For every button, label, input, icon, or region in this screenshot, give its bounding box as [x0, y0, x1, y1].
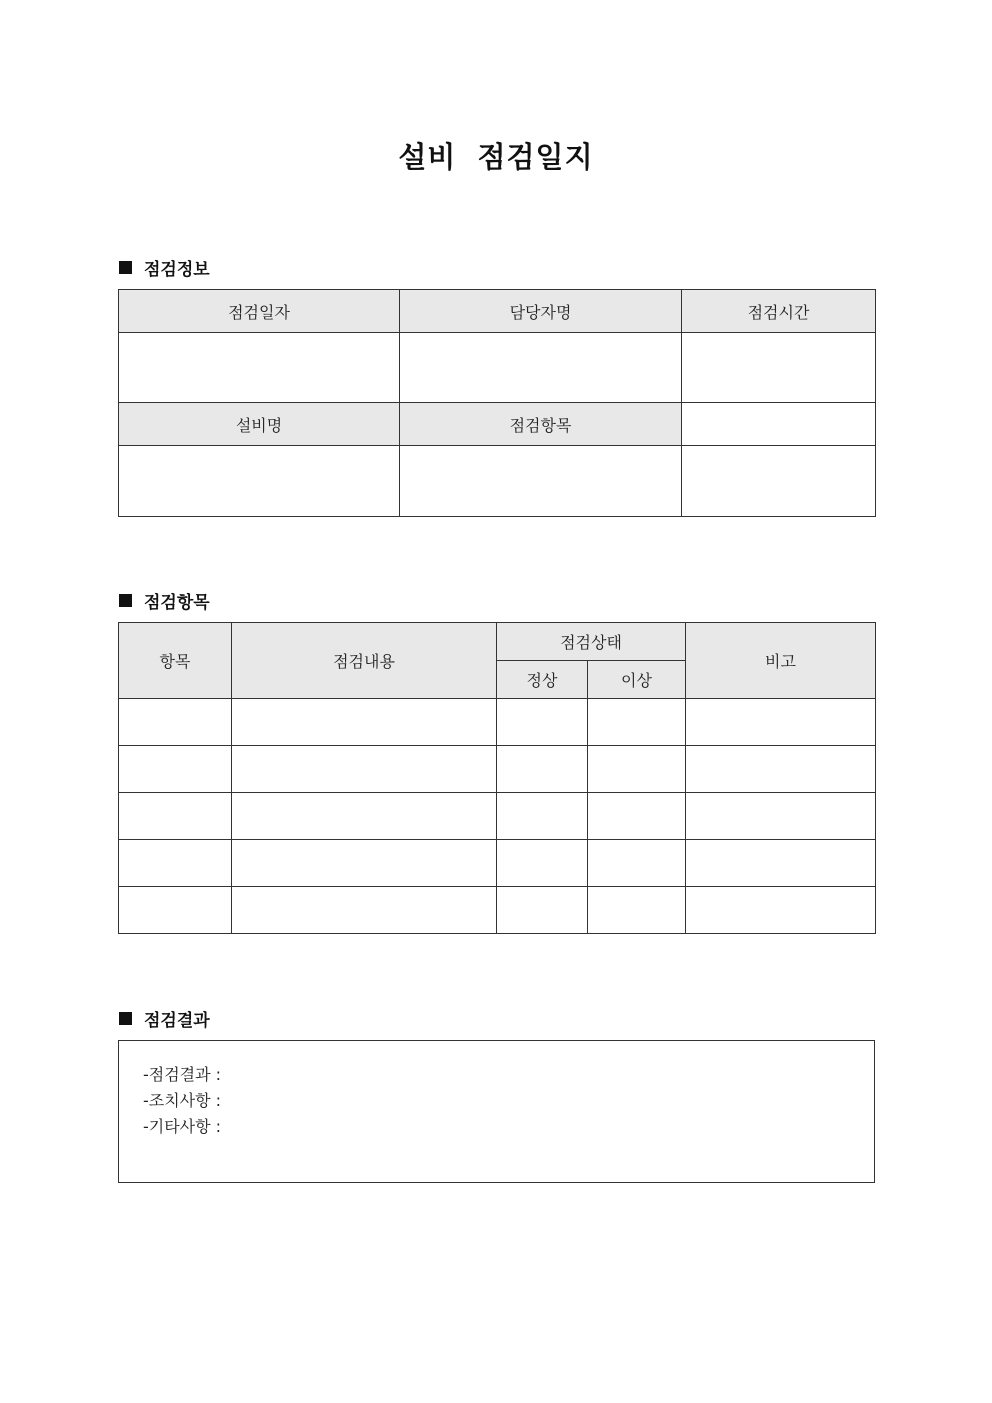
section-heading-items — [119, 588, 210, 613]
item-cell[interactable] — [119, 793, 232, 840]
note-cell[interactable] — [686, 840, 876, 887]
section-heading-items-label: 점검항목 — [144, 593, 210, 613]
section-heading-result-label: 점검결과 — [144, 1011, 210, 1031]
inspection-items-table — [118, 622, 876, 934]
normal-cell[interactable] — [497, 699, 588, 746]
section-heading-info-label: 점검정보 — [144, 260, 210, 280]
header-inspection-time: 점검시간 — [682, 290, 876, 333]
table-row — [119, 746, 876, 793]
header-normal: 정상 — [497, 661, 588, 699]
normal-cell[interactable] — [497, 746, 588, 793]
normal-cell[interactable] — [497, 887, 588, 934]
inspection-time-field[interactable] — [682, 333, 876, 403]
content-cell[interactable] — [232, 793, 497, 840]
table-row — [119, 840, 876, 887]
equipment-name-field[interactable] — [119, 446, 400, 517]
inspection-item-field[interactable] — [400, 446, 682, 517]
result-line-inspection-result: -점검결과 : — [143, 1065, 222, 1084]
extra-field[interactable] — [682, 446, 876, 517]
item-cell[interactable] — [119, 887, 232, 934]
table-row — [119, 887, 876, 934]
table-row — [119, 793, 876, 840]
note-cell[interactable] — [686, 793, 876, 840]
header-manager-name: 담당자명 — [400, 290, 682, 333]
inspection-info-table — [118, 289, 876, 517]
table-row — [119, 699, 876, 746]
item-cell[interactable] — [119, 840, 232, 887]
header-status: 점검상태 — [497, 623, 686, 661]
result-line-other-notes: -기타사항 : — [143, 1117, 222, 1136]
item-cell[interactable] — [119, 746, 232, 793]
abnormal-cell[interactable] — [588, 887, 686, 934]
normal-cell[interactable] — [497, 793, 588, 840]
square-bullet-icon — [119, 1012, 132, 1025]
abnormal-cell[interactable] — [588, 840, 686, 887]
header-abnormal: 이상 — [588, 661, 686, 699]
content-cell[interactable] — [232, 840, 497, 887]
square-bullet-icon — [119, 261, 132, 274]
header-equipment-name: 설비명 — [119, 403, 400, 446]
content-cell[interactable] — [232, 746, 497, 793]
content-cell[interactable] — [232, 699, 497, 746]
page-title: 설비 점검일지 — [398, 140, 594, 174]
item-cell[interactable] — [119, 699, 232, 746]
square-bullet-icon — [119, 594, 132, 607]
result-line-action-taken: -조치사항 : — [143, 1091, 222, 1110]
note-cell[interactable] — [686, 746, 876, 793]
inspection-date-field[interactable] — [119, 333, 400, 403]
header-inspection-date: 점검일자 — [119, 290, 400, 333]
section-heading-result — [119, 1006, 210, 1031]
abnormal-cell[interactable] — [588, 793, 686, 840]
inspection-result-box[interactable] — [118, 1040, 875, 1183]
abnormal-cell[interactable] — [588, 699, 686, 746]
header-item: 항목 — [119, 623, 232, 699]
note-cell[interactable] — [686, 699, 876, 746]
note-cell[interactable] — [686, 887, 876, 934]
normal-cell[interactable] — [497, 840, 588, 887]
abnormal-cell[interactable] — [588, 746, 686, 793]
header-inspection-item: 점검항목 — [400, 403, 682, 446]
section-heading-info — [119, 255, 210, 280]
blank-cell — [682, 403, 876, 446]
header-note: 비고 — [686, 623, 876, 699]
manager-name-field[interactable] — [400, 333, 682, 403]
header-content: 점검내용 — [232, 623, 497, 699]
content-cell[interactable] — [232, 887, 497, 934]
